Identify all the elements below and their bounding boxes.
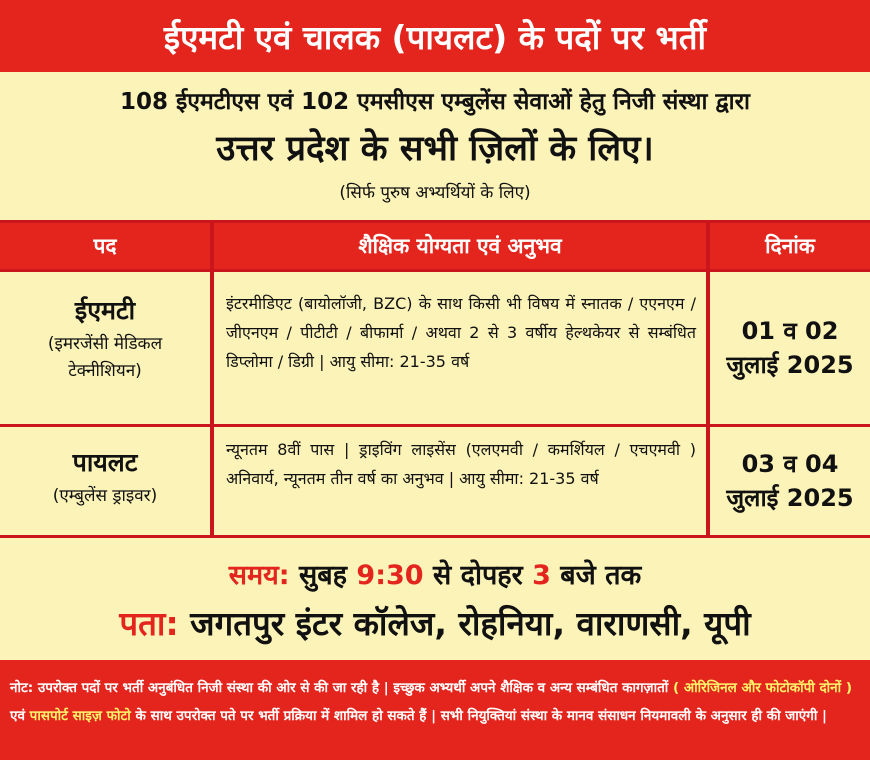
intro-region: उत्तर प्रदेश के सभी ज़िलों के लिए। (216, 129, 654, 169)
table-row-emt-date (710, 272, 870, 424)
date-days: 03 व 04 (741, 450, 839, 478)
table-row-pilot-date (710, 427, 870, 535)
note-text: एवं (10, 708, 30, 724)
note-text: नोट: उपरोक्त पदों पर भर्ती अनुबंधित निजी संस्था की ओर से की जा रही है | इच्छुक अभ्यर्थी अपने शैक्षिक व अन्य सम्बंधित कागज़ातों (10, 680, 673, 696)
poster-title-bar (0, 0, 870, 72)
post-subtitle: टेक्नीशियन) (68, 361, 142, 381)
vacancy-table (0, 220, 870, 538)
header-qualification: शैक्षिक योग्यता एवं अनुभव (358, 234, 562, 258)
table-row-emt-post (0, 293, 210, 385)
date-month: जुलाई 2025 (726, 484, 854, 512)
note-highlight-documents: ( ओरिजिनल और फोटोकॉपी दोनों ) (672, 680, 853, 696)
note-highlight-photo: पासपोर्ट साइज़ फोटो (29, 708, 131, 724)
address-value: जगतपुर इंटर कॉलेज, रोहनिया, वाराणसी, यूपी (178, 604, 751, 643)
table-row-pilot-qualification: न्यूनतम 8वीं पास | ड्राइविंग लाइसेंस (एलएमवी / कमर्शियल / एचएमवी ) अनिवार्य, न्यूनतम तीन वर्ष का अनुभव | आयु सीमा: 21-35 वर्ष (226, 440, 696, 488)
date-days: 01 व 02 (741, 317, 839, 345)
time-start: 9:30 (356, 560, 424, 591)
intro-eligibility-note: (सिर्फ पुरुष अभ्यर्थियों के लिए) (339, 183, 531, 203)
address-label: पता: (119, 604, 179, 643)
date-month: जुलाई 2025 (726, 351, 854, 379)
table-row-emt-qualification: इंटरमीडिएट (बायोलॉजी, BZC) के साथ किसी भी विषय में स्नातक / एएनएम / जीएनएम / पीटीटी / बीफार्मा / अथवा 2 से 3 वर्षीय हेल्थकेयर से सम्बंधित डिप्लोमा / डिग्री | आयु सीमा: 21-35 वर्ष (226, 294, 696, 371)
post-subtitle: (एम्बुलेंस ड्राइवर) (52, 486, 158, 506)
post-subtitle: (इमरजेंसी मेडिकल (47, 334, 163, 354)
note-text: के साथ उपरोक्त पते पर भर्ती प्रक्रिया में शामिल हो सकते हैं | सभी नियुक्तियां संस्था के मानव संसाधन नियमावली के अनुसार ही की जाएंगी | (130, 708, 827, 724)
intro-organization: 108 ईएमटीएस एवं 102 एमसीएस एम्बुलेंस सेवाओं हेतु निजी संस्था द्वारा (120, 89, 750, 115)
time-text: सुबह (289, 560, 357, 591)
post-title: ईएमटी (74, 296, 136, 325)
time-text: से दोपहर (423, 560, 533, 591)
intro-section (0, 72, 870, 220)
header-date: दिनांक (765, 234, 815, 258)
poster-title: ईएमटी एवं चालक (पायलट) के पदों पर भर्ती (163, 17, 707, 57)
time-text: बजे तक (550, 560, 642, 591)
table-row-pilot-post (0, 445, 210, 510)
note-box (0, 660, 870, 760)
time-end: 3 (532, 560, 551, 591)
post-title: पायलट (72, 448, 138, 477)
table-header (0, 223, 870, 269)
venue-address (0, 600, 870, 645)
header-post: पद (93, 234, 117, 258)
interview-time (0, 555, 870, 592)
time-label: समय: (228, 560, 290, 591)
